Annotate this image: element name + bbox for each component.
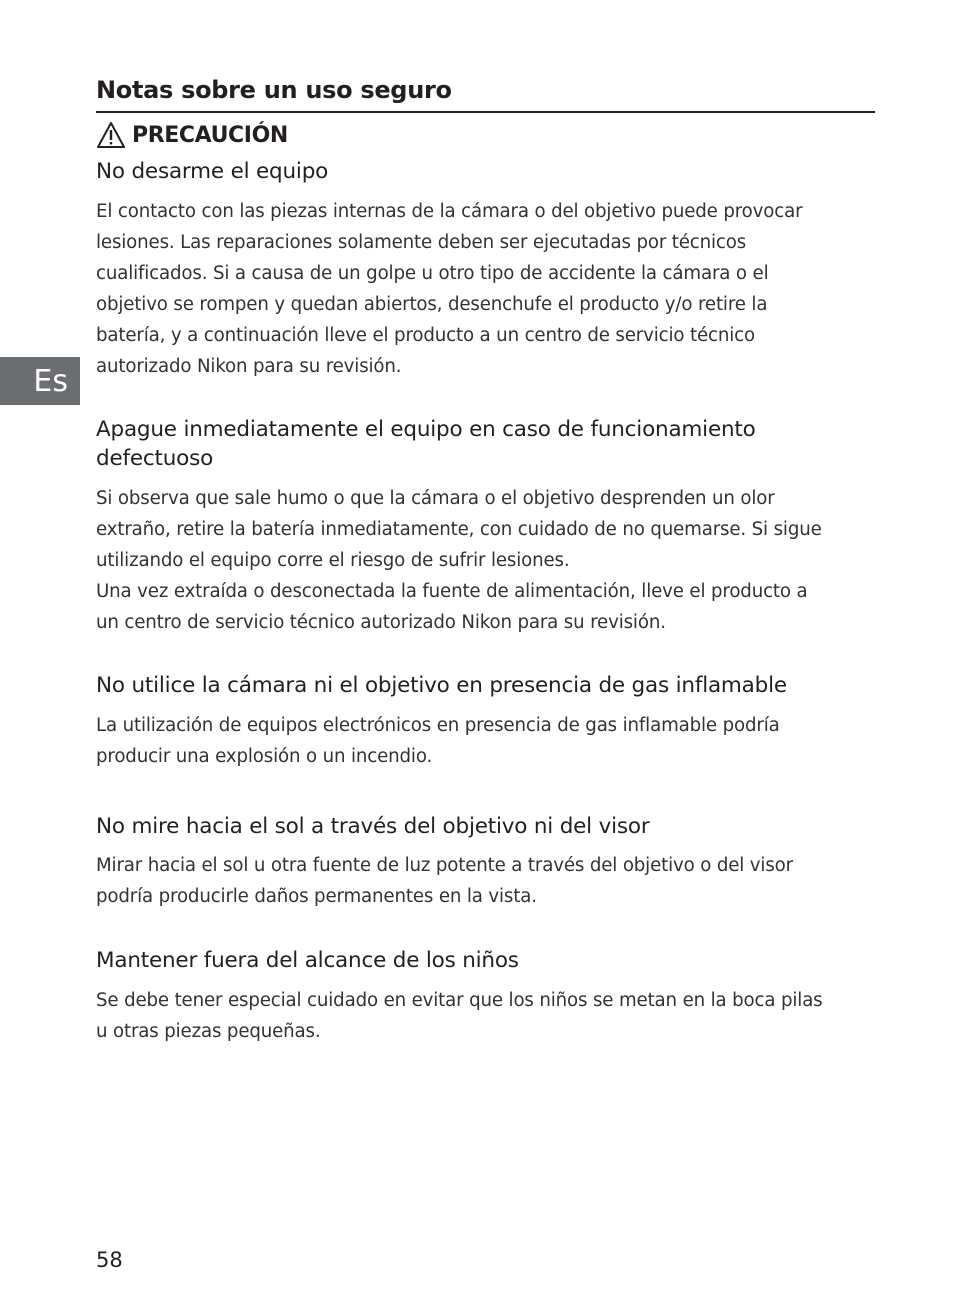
body-line: cualificados. Si a causa de un golpe u otro tipo de accidente la cámara o el <box>96 263 769 284</box>
body-line: Si observa que sale humo o que la cámara o el objetivo desprenden un olor <box>96 488 775 509</box>
body-line: podría producirle daños permanentes en la vista. <box>96 886 537 907</box>
section-body-malfunction <box>96 483 886 638</box>
body-line: utilizando el equipo corre el riesgo de sufrir lesiones. <box>96 550 570 571</box>
warning-triangle-icon <box>96 121 126 149</box>
heading-line: defectuoso <box>96 446 214 471</box>
body-line: La utilización de equipos electrónicos en presencia de gas inflamable podría <box>96 715 780 736</box>
page-title: Notas sobre un uso seguro <box>96 76 452 104</box>
section-body-children <box>96 985 886 1047</box>
caution-label: PRECAUCIÓN <box>132 122 288 148</box>
title-divider <box>96 111 875 113</box>
language-tab: Es <box>0 357 80 405</box>
body-line: producir una explosión o un incendio. <box>96 746 433 767</box>
section-body-flammable-gas <box>96 710 886 772</box>
section-heading-children: Mantener fuera del alcance de los niños <box>96 948 519 973</box>
page-number: 58 <box>96 1248 123 1272</box>
body-line: Una vez extraída o desconectada la fuente de alimentación, lleve el producto a <box>96 581 808 602</box>
section-body-disassemble <box>96 196 886 382</box>
body-line: autorizado Nikon para su revisión. <box>96 356 402 377</box>
body-line: Mirar hacia el sol u otra fuente de luz potente a través del objetivo o del visor <box>96 855 793 876</box>
body-line: El contacto con las piezas internas de la cámara o del objetivo puede provocar <box>96 201 803 222</box>
body-line: lesiones. Las reparaciones solamente deben ser ejecutadas por técnicos <box>96 232 747 253</box>
body-line: batería, y a continuación lleve el producto a un centro de servicio técnico <box>96 325 755 346</box>
body-line: Se debe tener especial cuidado en evitar que los niños se metan en la boca pilas <box>96 990 823 1011</box>
section-body-sun <box>96 850 886 912</box>
section-heading-sun: No mire hacia el sol a través del objetivo ni del visor <box>96 814 650 839</box>
body-line: un centro de servicio técnico autorizado Nikon para su revisión. <box>96 612 666 633</box>
section-heading-disassemble: No desarme el equipo <box>96 159 329 184</box>
caution-header <box>96 120 288 150</box>
section-heading-flammable-gas: No utilice la cámara ni el objetivo en presencia de gas inflamable <box>96 673 787 698</box>
section-heading-malfunction <box>96 415 886 473</box>
body-line: objetivo se rompen y quedan abiertos, desenchufe el producto y/o retire la <box>96 294 768 315</box>
body-line: extraño, retire la batería inmediatamente, con cuidado de no quemarse. Si sigue <box>96 519 822 540</box>
heading-line: Apague inmediatamente el equipo en caso de funcionamiento <box>96 417 756 442</box>
body-line: u otras piezas pequeñas. <box>96 1021 321 1042</box>
